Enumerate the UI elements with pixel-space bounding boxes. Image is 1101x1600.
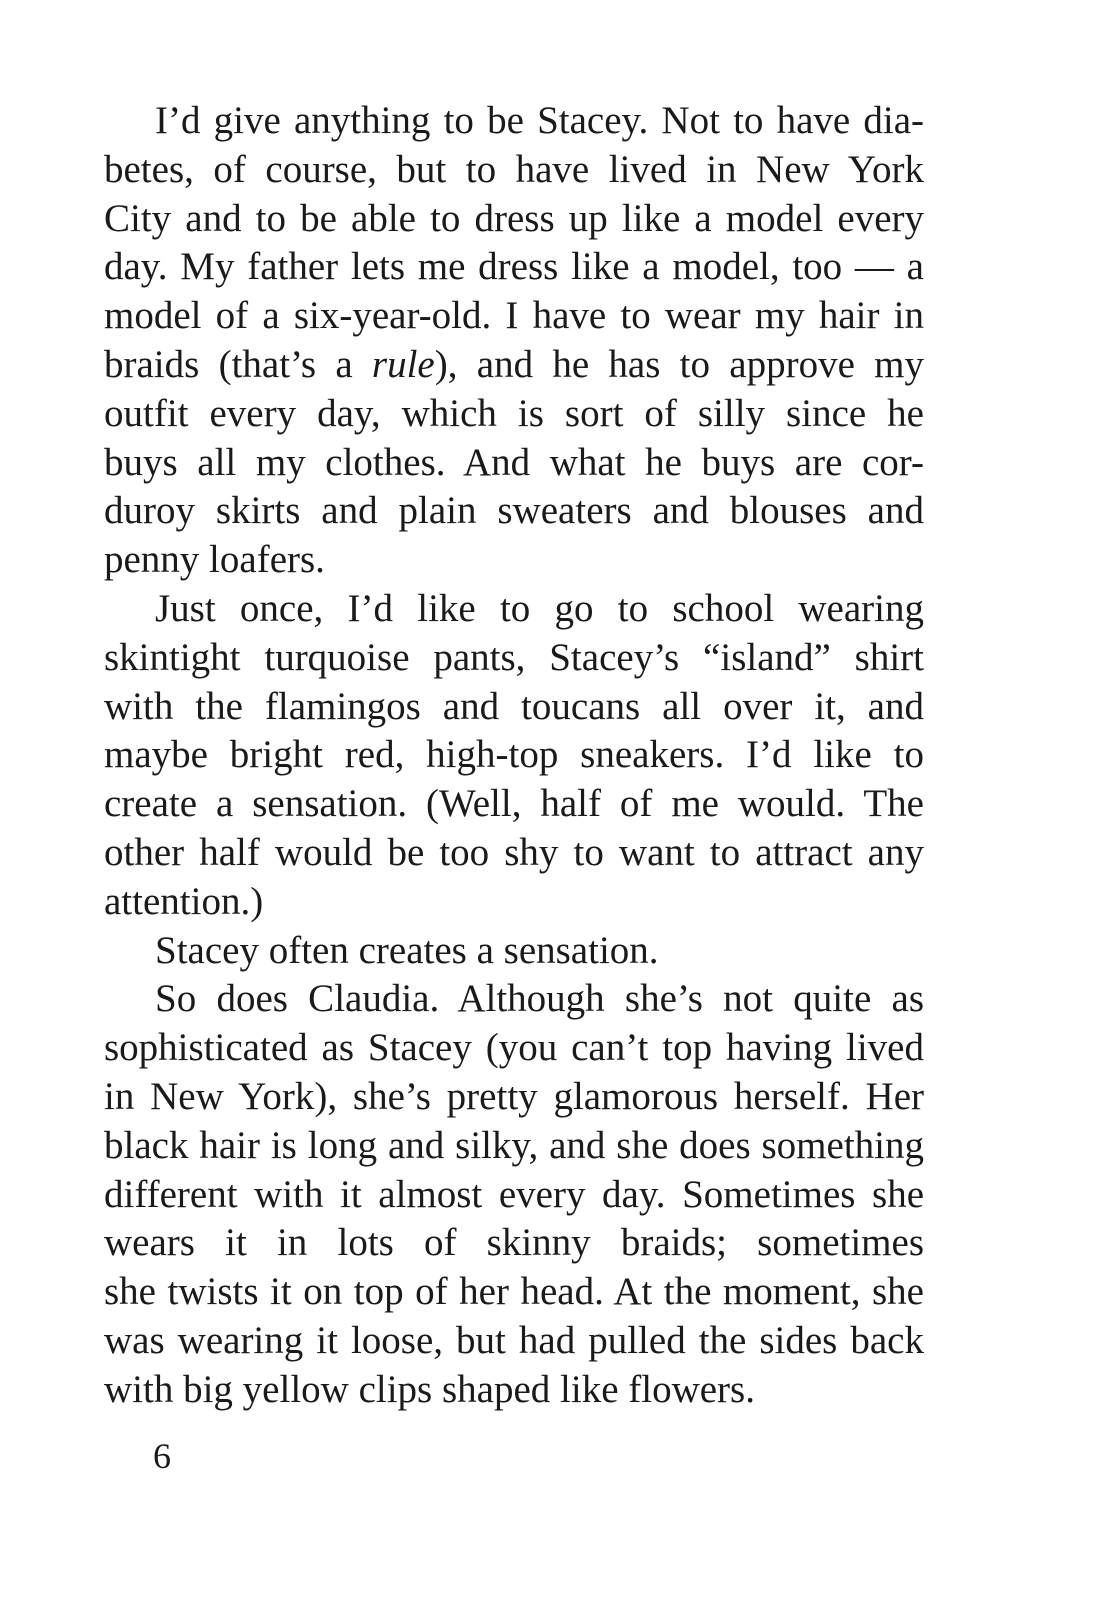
text-line: Stacey often creates a sensation.: [155, 928, 659, 972]
text-line: maybe bright red, high-top sneakers. I’d like to: [104, 733, 924, 777]
text-line: attention.): [104, 879, 264, 923]
text-line: wears it in lots of skinny braids; sometimes: [104, 1221, 924, 1265]
text-line: outfit every day, which is sort of silly since he: [104, 391, 924, 435]
text-line: day. My father lets me dress like a model, too — a: [104, 245, 924, 289]
text-line: Just once, I’d like to go to school wearing: [155, 586, 924, 630]
text-line: buys all my clothes. And what he buys are cor-: [104, 440, 924, 484]
text-line: she twists it on top of her head. At the moment, she: [104, 1270, 924, 1314]
text-line: betes, of course, but to have lived in New York: [104, 147, 924, 191]
emphasized-word: rule: [371, 342, 435, 386]
text-line: penny loafers.: [104, 538, 325, 582]
text-line: duroy skirts and plain sweaters and blouses and: [104, 489, 924, 533]
body-text: [104, 97, 924, 1415]
text-line: City and to be able to dress up like a model every: [104, 196, 924, 240]
text-line: braids (that’s a rule), and he has to approve my: [104, 342, 924, 386]
text-line: model of a six-year-old. I have to wear my hair in: [104, 294, 924, 338]
text-line: other half would be too shy to want to attract any: [104, 830, 924, 874]
text-line: create a sensation. (Well, half of me would. The: [104, 782, 924, 826]
text-line: was wearing it loose, but had pulled the sides back: [104, 1318, 924, 1362]
text-line: I’d give anything to be Stacey. Not to have dia-: [155, 99, 924, 142]
text-line: in New York), she’s pretty glamorous herself. Her: [104, 1074, 924, 1118]
text-line: So does Claudia. Although she’s not quite as: [155, 977, 924, 1021]
page-number: 6: [153, 1436, 171, 1476]
text-line: different with it almost every day. Sometimes she: [104, 1172, 924, 1216]
text-line: black hair is long and silky, and she does something: [104, 1123, 924, 1167]
text-line: with big yellow clips shaped like flowers.: [104, 1367, 755, 1411]
text-line: sophisticated as Stacey (you can’t top having lived: [104, 1026, 924, 1070]
text-line: skintight turquoise pants, Stacey’s “island” shirt: [104, 635, 924, 679]
text-line: with the flamingos and toucans all over it, and: [104, 684, 924, 728]
